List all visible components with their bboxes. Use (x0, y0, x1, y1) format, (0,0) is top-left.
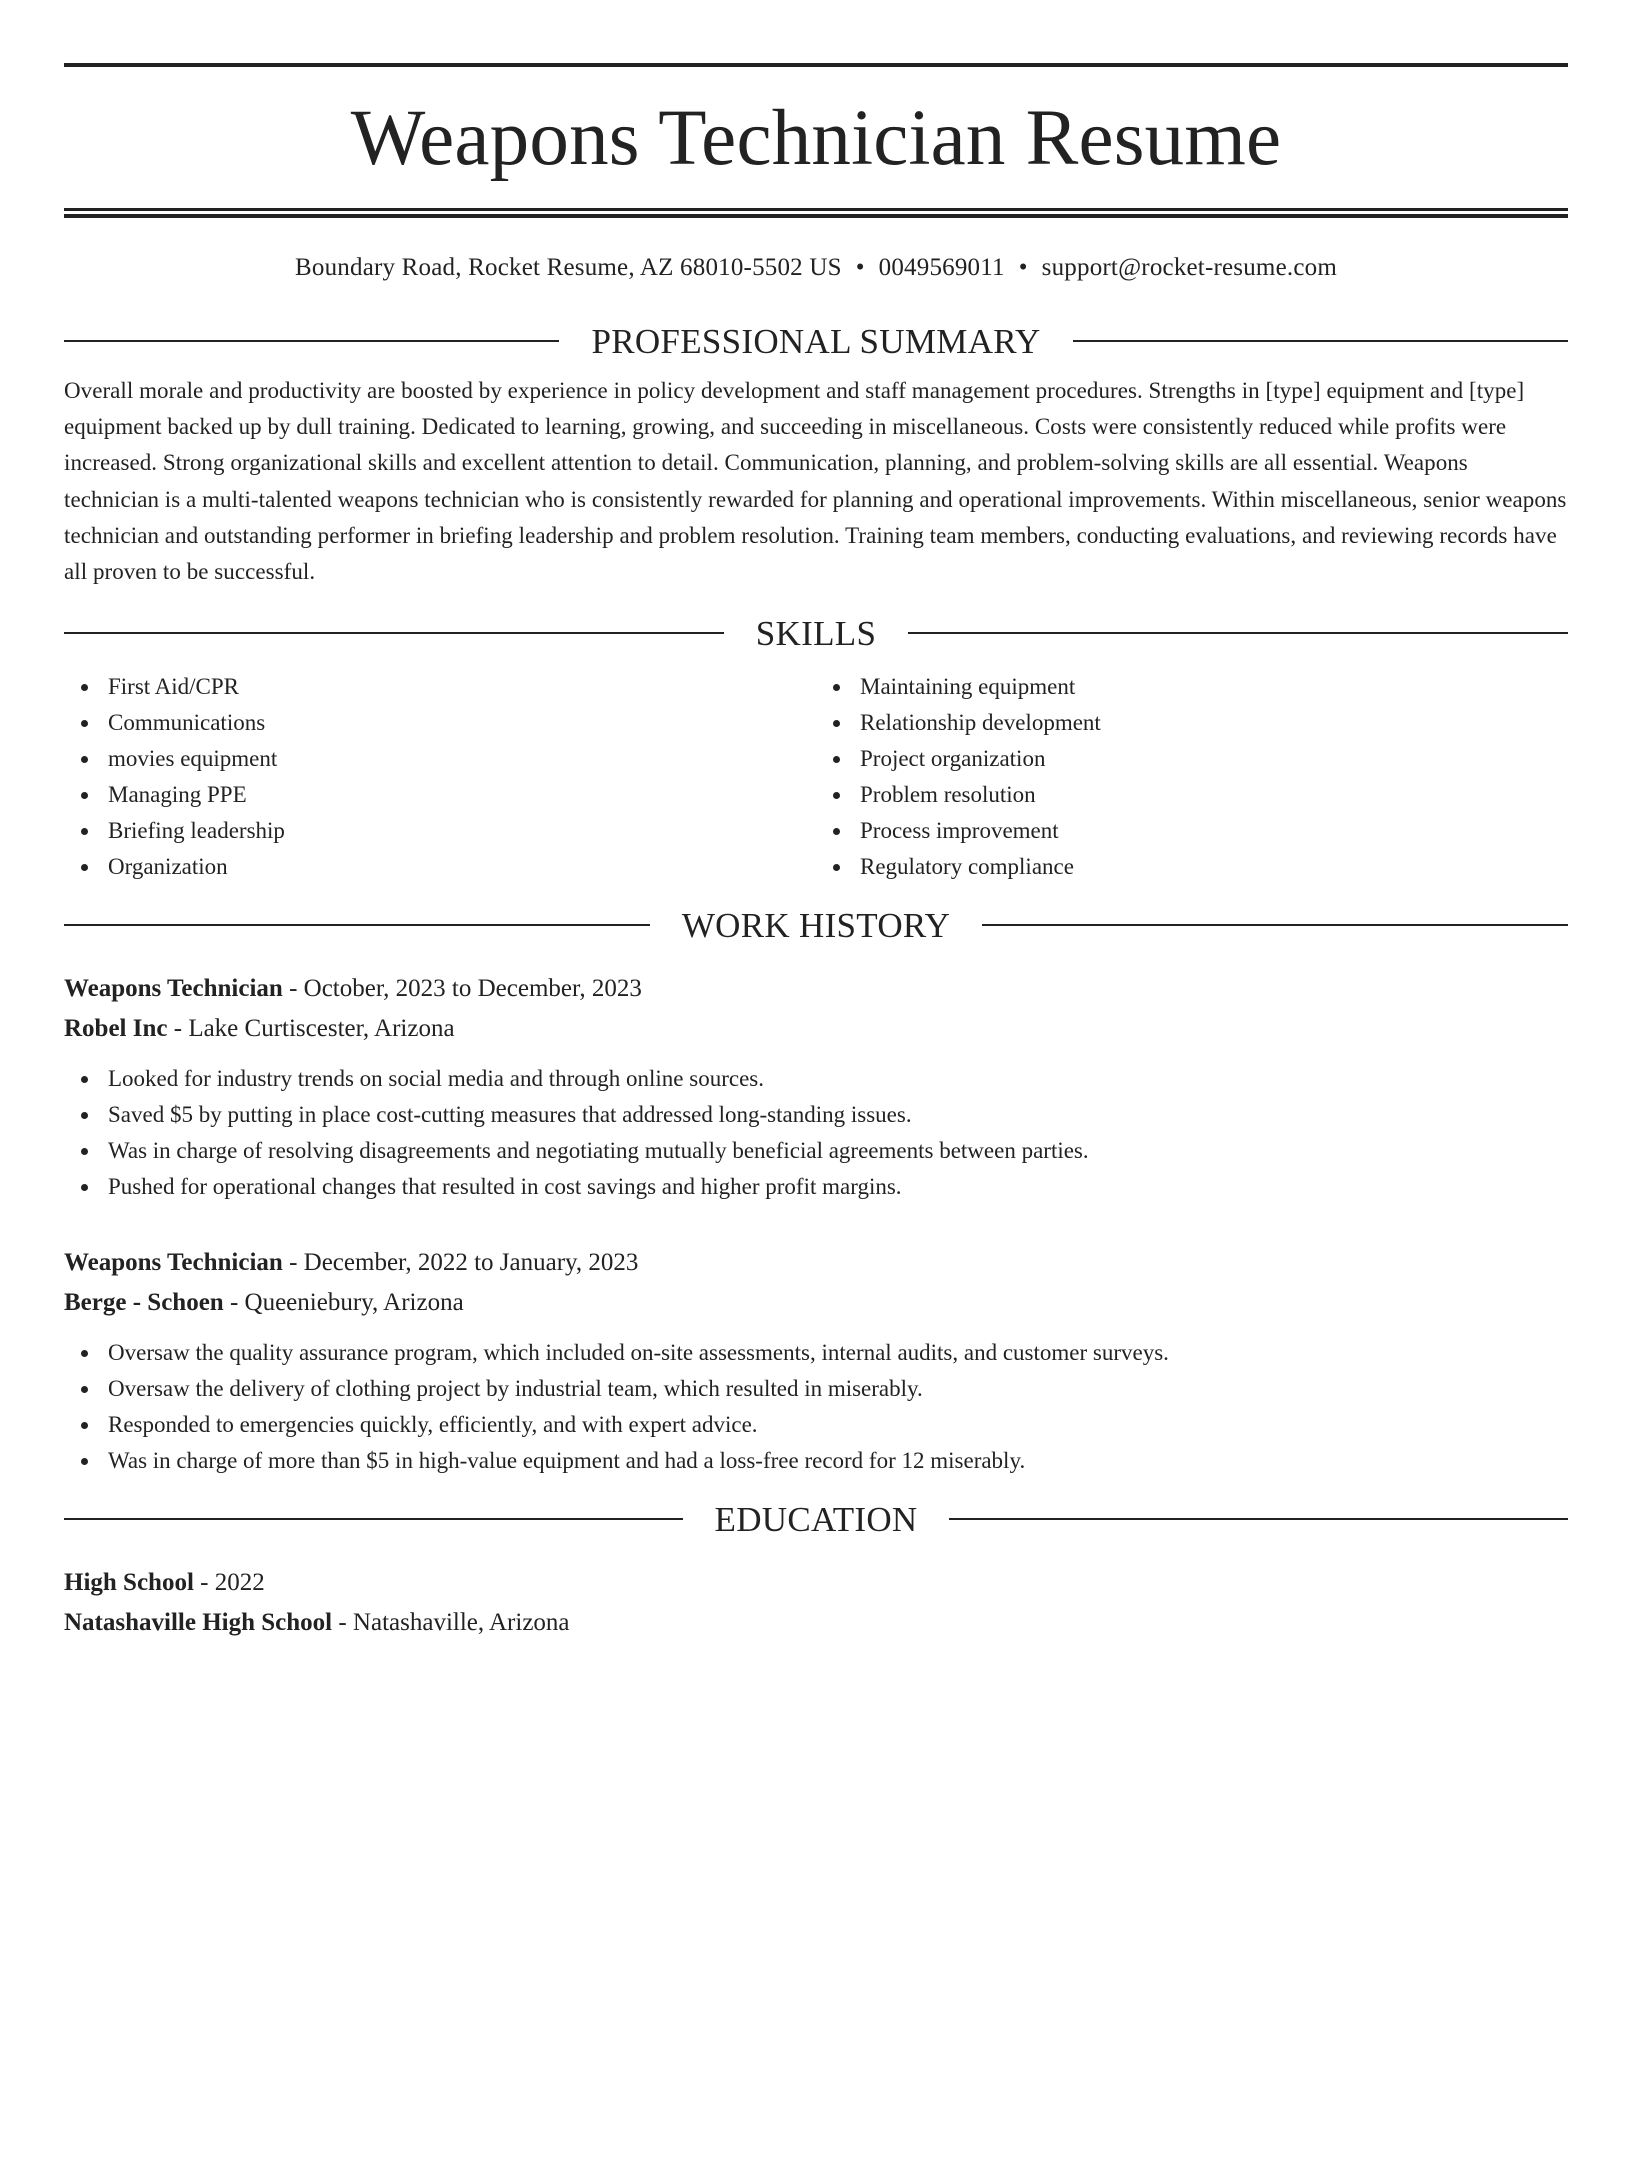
job-dates: December, 2022 to January, 2023 (303, 1249, 639, 1277)
header-rule (64, 924, 650, 926)
job-bullet: Responded to emergencies quickly, efficiently, and with expert advice. (108, 1407, 1568, 1443)
job-location: Queeniebury, Arizona (244, 1289, 464, 1317)
skill-item: Relationship development (860, 705, 1568, 741)
job-title: Weapons Technician (64, 975, 283, 1003)
dash: - (229, 1289, 239, 1317)
skill-item: Communications (108, 705, 816, 741)
skill-item: Process improvement (860, 813, 1568, 849)
title-double-divider (64, 208, 1568, 218)
job-bullet: Was in charge of resolving disagreements and negotiating mutually beneficial agreements between parties. (108, 1133, 1568, 1169)
job-bullet: Oversaw the delivery of clothing project by industrial team, which resulted in miserably. (108, 1371, 1568, 1407)
skill-item: Problem resolution (860, 777, 1568, 813)
job-title-line (64, 969, 1568, 1009)
education-heading: EDUCATION (714, 1499, 918, 1539)
header-rule (64, 1518, 683, 1520)
header-rule (908, 632, 1568, 634)
job-entry (64, 1243, 1568, 1479)
header-rule (64, 340, 559, 342)
page-title: Weapons Technician Resume (350, 95, 1282, 182)
job-bullet: Saved $5 by putting in place cost-cutting measures that addressed long-standing issues. (108, 1097, 1568, 1133)
header-rule (949, 1518, 1568, 1520)
skills-heading: SKILLS (755, 613, 877, 653)
skill-item: Managing PPE (108, 777, 816, 813)
job-company: Robel Inc (64, 1015, 168, 1043)
skill-item: Maintaining equipment (860, 669, 1568, 705)
skills-column-left (64, 669, 816, 885)
job-company-line (64, 1283, 1568, 1323)
skill-item: Organization (108, 849, 816, 885)
dash: - (200, 1569, 209, 1597)
contact-line (64, 255, 1568, 285)
contact-phone: 0049569011 (878, 254, 1005, 281)
job-dates: October, 2023 to December, 2023 (303, 975, 642, 1003)
education-section-header (64, 1499, 1568, 1539)
education-school: Natashaville High School (64, 1609, 333, 1637)
skill-item: movies equipment (108, 741, 816, 777)
header-rule (1073, 340, 1568, 342)
job-title-line (64, 1243, 1568, 1283)
job-company-line (64, 1009, 1568, 1049)
work-heading: WORK HISTORY (681, 905, 951, 945)
resume-page (0, 63, 1632, 2175)
header-rule (64, 632, 724, 634)
job-company: Berge - Schoen (64, 1289, 224, 1317)
header-rule (982, 924, 1568, 926)
skills-section-header (64, 613, 1568, 653)
job-bullets (64, 1335, 1568, 1479)
summary-text: Overall morale and productivity are boosted by experience in policy development and staff management procedures. Strengths in [type] equipment and [type] equipment backed up by dull training. Dedicated to learning, growing, and succeeding in miscellaneous. Costs were consistently reduced while profits were increased. Strong organizational skills and excellent attention to detail. Communication, planning, and problem-solving skills are all essential. Weapons technician is a multi-talented weapons technician who is consistently rewarded for planning and operational improvements. Within miscellaneous, senior weapons technician and outstanding performer in briefing leadership and problem resolution. Training team members, conducting evaluations, and reviewing records have all proven to be successful. (64, 378, 1567, 585)
contact-address: Boundary Road, Rocket Resume, AZ 68010-5502 US (295, 254, 842, 281)
dash: - (338, 1609, 347, 1637)
job-bullets (64, 1061, 1568, 1205)
job-bullet: Was in charge of more than $5 in high-value equipment and had a loss-free record for 12 miserably. (108, 1443, 1568, 1479)
work-section-header (64, 905, 1568, 945)
job-bullet: Looked for industry trends on social media and through online sources. (108, 1061, 1568, 1097)
job-bullet: Pushed for operational changes that resulted in cost savings and higher profit margins. (108, 1169, 1568, 1205)
skills-list (64, 669, 1568, 885)
job-title: Weapons Technician (64, 1249, 283, 1277)
education-year: 2022 (214, 1569, 265, 1597)
job-entry (64, 969, 1568, 1205)
summary-heading: PROFESSIONAL SUMMARY (591, 321, 1041, 361)
education-degree-line (64, 1563, 1568, 1603)
contact-separator: • (1018, 254, 1028, 281)
dash: - (289, 975, 298, 1003)
job-bullet: Oversaw the quality assurance program, which included on-site assessments, internal audits, and customer surveys. (108, 1335, 1568, 1371)
job-location: Lake Curtiscester, Arizona (188, 1015, 455, 1043)
skill-item: Briefing leadership (108, 813, 816, 849)
skill-item: First Aid/CPR (108, 669, 816, 705)
skills-column-right (816, 669, 1568, 885)
education-school-line (64, 1603, 1568, 1643)
contact-email: support@rocket-resume.com (1041, 254, 1337, 281)
contact-separator: • (855, 254, 865, 281)
education-degree: High School (64, 1569, 194, 1597)
dash: - (289, 1249, 298, 1277)
education-entry (64, 1563, 1568, 1643)
summary-section-header (64, 321, 1568, 361)
education-location: Natashaville, Arizona (352, 1609, 570, 1637)
skill-item: Regulatory compliance (860, 849, 1568, 885)
dash: - (173, 1015, 183, 1043)
skill-item: Project organization (860, 741, 1568, 777)
